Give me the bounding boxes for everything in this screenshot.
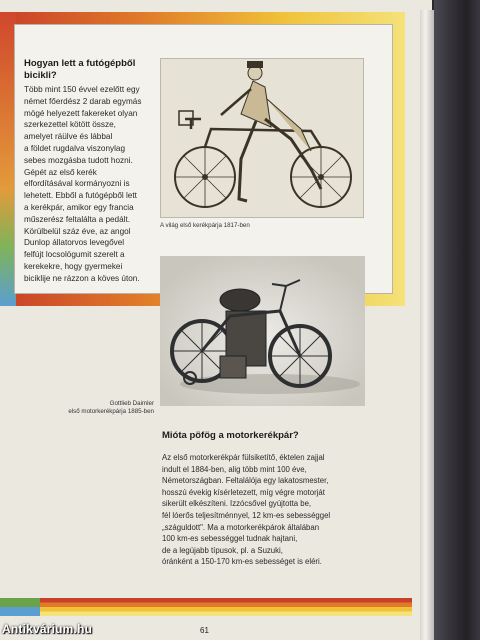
rainbow-stripe-bottom-left xyxy=(0,598,40,616)
page-edge xyxy=(420,10,434,640)
draisine-caption: A világ első kerékpárja 1817-ben xyxy=(160,222,250,229)
motorcycle-drawing xyxy=(160,256,365,406)
motorcycle-photo xyxy=(160,256,365,406)
article2-body: Az első motorkerékpár fülsiketítő, éktelen zajjal indult el 1884-ben, alig több mint 100 éve, Németországban. Feltalálója egy lakatosmester, hosszú évekig kísérletezett, míg végre motorját sikerült elkészíteni. Izzócsővel gyújtotta be, fél lóerős teljesítménnyel, 12 km-es sebességgel „száguldott". Ma a motorkerékpárok általában 100 km-es sebességgel tudnak hajtani, de a legújabb típusok, pl. a Suzuki, óránként a 150-170 km-es sebességet is eléri. xyxy=(162,453,331,567)
article1-heading: Hogyan lett a futógépből bicikli? xyxy=(24,58,136,81)
draisine-drawing xyxy=(161,59,363,217)
article1-body: Több mint 150 évvel ezelőtt egy német főerdész 2 darab egymás mögé helyezett fakereket olyan szerkezettel kötött össze, amelyet ráülve és lábbal a földet rugdalva viszonylag sebes mozgásba tudott hozni. Gépét az első kerék elfordításával kormányozni is lehetett. Ebből a futógépből lett a kerékpár, amikor egy francia műszerész feltalálta a pedált. Körülbelül száz éve, az angol Dunlop állatorvos levegővel felfújt locsolögumit szerelt a kerekekre, hogy gyermekei biciklije ne rázzon a köves úton. xyxy=(24,85,142,283)
rainbow-stripe-bottom xyxy=(0,598,412,616)
page-number: 61 xyxy=(200,626,209,635)
motorcycle-caption: Gottlieb Daimler első motorkerékpárja 1885-ben xyxy=(68,400,154,416)
draisine-illustration xyxy=(160,58,364,218)
article2-heading: Mióta pöfög a motorkerékpár? xyxy=(162,430,299,441)
book-spine-shadow xyxy=(434,0,480,640)
watermark-logo: Antikvárium.hu xyxy=(2,622,93,636)
